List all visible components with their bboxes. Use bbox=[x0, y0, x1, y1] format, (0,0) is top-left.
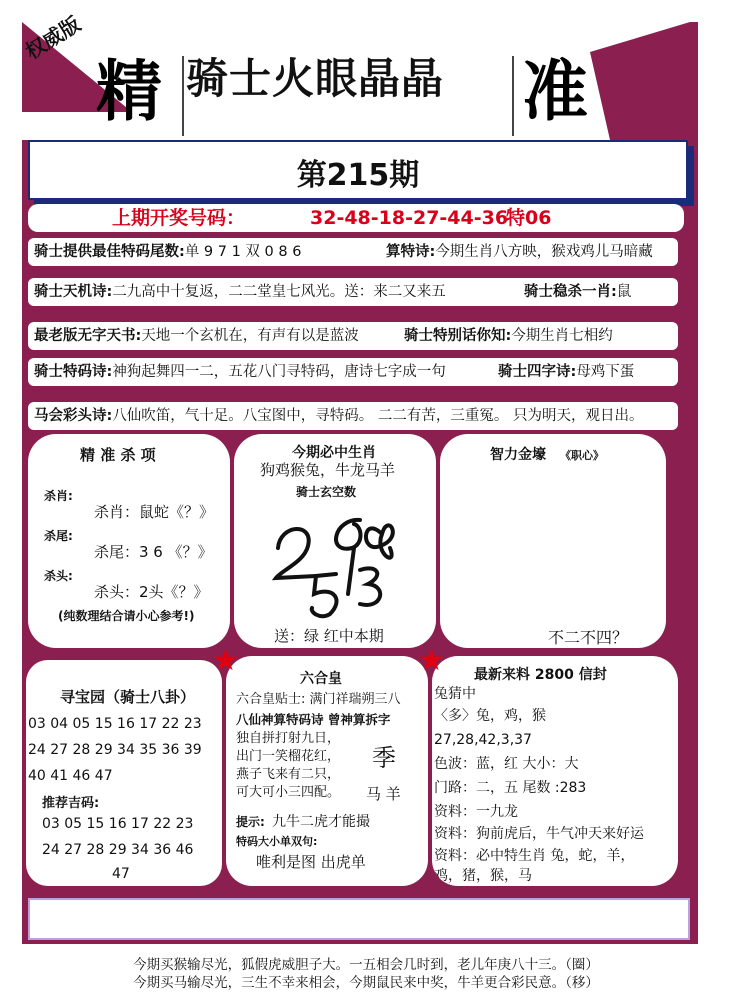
zhili-panel bbox=[440, 434, 666, 648]
row1-left-label: 骑士提供最佳特码尾数: bbox=[34, 244, 185, 260]
zodiac-animals: 狗鸡猴兔，牛龙马羊 bbox=[260, 461, 396, 479]
row1-right-label: 算特诗: bbox=[386, 244, 436, 260]
liuhe-poem-3: 燕子飞来有二只， bbox=[236, 767, 341, 782]
info-row-4 bbox=[28, 358, 678, 386]
liuhe-title: 六合皇 bbox=[300, 671, 342, 687]
header-right-char: 准 bbox=[522, 52, 588, 130]
treasure-rec-row-3: 47 bbox=[112, 866, 130, 882]
info-row-3 bbox=[28, 322, 678, 350]
kill-label-head: 杀头: bbox=[44, 569, 73, 583]
treasure-rec-row-2: 24 27 28 29 34 36 46 bbox=[42, 842, 194, 858]
row4-right-text: 母鸡下蛋 bbox=[576, 364, 635, 380]
kill-title: 精 准 杀 项 bbox=[80, 446, 156, 464]
footer-line-2: 今期买马输尽光，三生不幸来相会，今期鼠民来中奖，牛羊更合彩民意。（移） bbox=[133, 975, 599, 991]
liuhe-panel bbox=[226, 656, 428, 886]
red-star-icon: ★ bbox=[418, 643, 445, 678]
header-divider-left bbox=[182, 56, 184, 136]
liuhe-char-horse-sheep: 马 羊 bbox=[366, 785, 401, 803]
treasure-row-1: 03 04 05 15 16 17 22 23 bbox=[28, 716, 202, 732]
footer-line-1: 今期买猴输尽光，狐假虎威胆子大。一五相会几时到，老儿年庚八十三。（圈） bbox=[133, 957, 599, 973]
zhili-answer: 不二不四？ bbox=[548, 628, 629, 647]
row4-left-label: 骑士特码诗: bbox=[34, 364, 113, 380]
kill-value-tail: 杀尾：3 6 《？》 bbox=[94, 543, 213, 561]
liuhe-hint: 九牛二虎才能撮 bbox=[272, 814, 370, 830]
liuhe-char-ji: 季 bbox=[372, 744, 396, 772]
row1-left-text: 单 9 7 1 双 0 8 6 bbox=[184, 244, 302, 260]
issue-box bbox=[28, 140, 688, 200]
latest-title: 最新来料 2800 信封 bbox=[474, 667, 607, 683]
zodiac-hand-numbers-text bbox=[234, 514, 235, 515]
kill-note: (纯数理结合请小心参考!) bbox=[58, 609, 195, 623]
row3-left-text: 天地一个玄机在，有声有以是蓝波 bbox=[141, 328, 359, 344]
red-star-icon: ★ bbox=[212, 643, 239, 678]
info-row-1 bbox=[28, 238, 678, 266]
row2-right-text: 鼠 bbox=[616, 284, 632, 300]
footer-box bbox=[28, 898, 690, 940]
zodiac-sub: 骑士玄空数 bbox=[296, 485, 357, 499]
header-divider-right bbox=[512, 56, 514, 136]
zodiac-panel bbox=[234, 434, 436, 648]
page-title: 骑士火眼晶晶 bbox=[186, 54, 445, 103]
liuhe-tie: 六合皇贴士: 满门祥瑞朔三八 bbox=[236, 692, 401, 707]
info-row-5 bbox=[28, 402, 678, 430]
latest-line-3: 27,28,42,3,37 bbox=[434, 732, 532, 748]
latest-line-2: 〈多〉兔，鸡，猴 bbox=[434, 708, 546, 724]
treasure-title: 寻宝园（骑士八卦） bbox=[60, 688, 196, 706]
treasure-row-2: 24 27 28 29 34 35 36 39 bbox=[28, 742, 202, 758]
row4-right-label: 骑士四字诗: bbox=[498, 364, 577, 380]
treasure-rec-title: 推荐吉码: bbox=[42, 796, 100, 811]
zodiac-send: 送：绿 红中本期 bbox=[274, 627, 384, 645]
zhili-subtitle: 《职心》 bbox=[560, 449, 604, 462]
liuhe-poem-2: 出门一笑榴花红， bbox=[236, 749, 341, 764]
latest-line-1: 兔猜中 bbox=[434, 686, 476, 702]
last-draw-special: 特06 bbox=[506, 207, 552, 229]
treasure-panel bbox=[26, 660, 222, 886]
issue-number: 第215期 bbox=[296, 158, 420, 193]
kill-panel bbox=[28, 434, 230, 648]
zodiac-title: 今期必中生肖 bbox=[292, 445, 376, 461]
row2-right-label: 骑士稳杀一肖: bbox=[524, 284, 617, 300]
liuhe-poem-4: 可大可小三四配。 bbox=[236, 785, 341, 800]
corner-triangle-right bbox=[590, 12, 698, 140]
row2-left-text: 二九高中十复返，二二堂皇七风光。送：来二又来五 bbox=[112, 284, 446, 300]
handwritten-numbers bbox=[264, 504, 414, 624]
last-draw-label: 上期开奖号码： bbox=[112, 207, 246, 229]
zhili-title: 智力金壕 bbox=[490, 447, 546, 463]
latest-line-8: 资料：必中特生肖 兔，蛇，羊， bbox=[434, 848, 635, 864]
row3-right-label: 骑士特别话你知: bbox=[404, 328, 512, 344]
info-row-2 bbox=[28, 278, 678, 306]
row4-left-text: 神狗起舞四一二，五花八门寻特码，唐诗七字成一句 bbox=[112, 364, 446, 380]
row3-left-label: 最老版无字天书: bbox=[34, 328, 142, 344]
row3-right-text: 今期生肖七相约 bbox=[511, 328, 613, 344]
row5-left-text: 八仙吹笛，气十足。八宝图中，寻特码。 二二有苦，三重冤。 只为明天，观日出。 bbox=[112, 408, 644, 424]
latest-panel bbox=[432, 656, 678, 886]
latest-line-4: 色波：蓝，红 大小：大 bbox=[434, 756, 579, 772]
last-draw-box bbox=[28, 204, 684, 232]
treasure-row-3: 40 41 46 47 bbox=[28, 768, 113, 784]
latest-line-9: 鸡，猪，猴，马 bbox=[434, 868, 532, 884]
header-left-char: 精 bbox=[96, 52, 162, 130]
kill-label-zodiac: 杀肖: bbox=[44, 489, 73, 503]
kill-value-zodiac: 杀肖：鼠蛇《？》 bbox=[94, 503, 215, 521]
latest-line-6: 资料：一九龙 bbox=[434, 804, 518, 820]
row1-right-text: 今期生肖八方映，猴戏鸡儿马暗藏 bbox=[435, 244, 653, 260]
latest-line-7: 资料：狗前虎后，牛气冲天来好运 bbox=[434, 826, 644, 842]
kill-value-head: 杀头：2头《？》 bbox=[94, 583, 209, 601]
treasure-rec-row-1: 03 05 15 16 17 22 23 bbox=[42, 816, 194, 832]
liuhe-baxian: 八仙神算特码诗 曾神算拆字 bbox=[236, 712, 391, 727]
last-draw-numbers: 32-48-18-27-44-36 bbox=[310, 207, 509, 229]
latest-line-5: 门路：二，五 尾数 :283 bbox=[434, 780, 587, 796]
liuhe-dx: 唯利是图 出虎单 bbox=[256, 853, 366, 871]
row5-left-label: 马会彩头诗: bbox=[34, 408, 113, 424]
kill-label-tail: 杀尾: bbox=[44, 529, 73, 543]
authority-stamp: 权威版 bbox=[20, 11, 85, 64]
row2-left-label: 骑士天机诗: bbox=[34, 284, 113, 300]
liuhe-dx-label: 特码大小单双句: bbox=[236, 835, 318, 848]
liuhe-poem-1: 独自拼打射九日， bbox=[236, 731, 341, 746]
liuhe-hint-label: 提示: bbox=[236, 815, 265, 829]
